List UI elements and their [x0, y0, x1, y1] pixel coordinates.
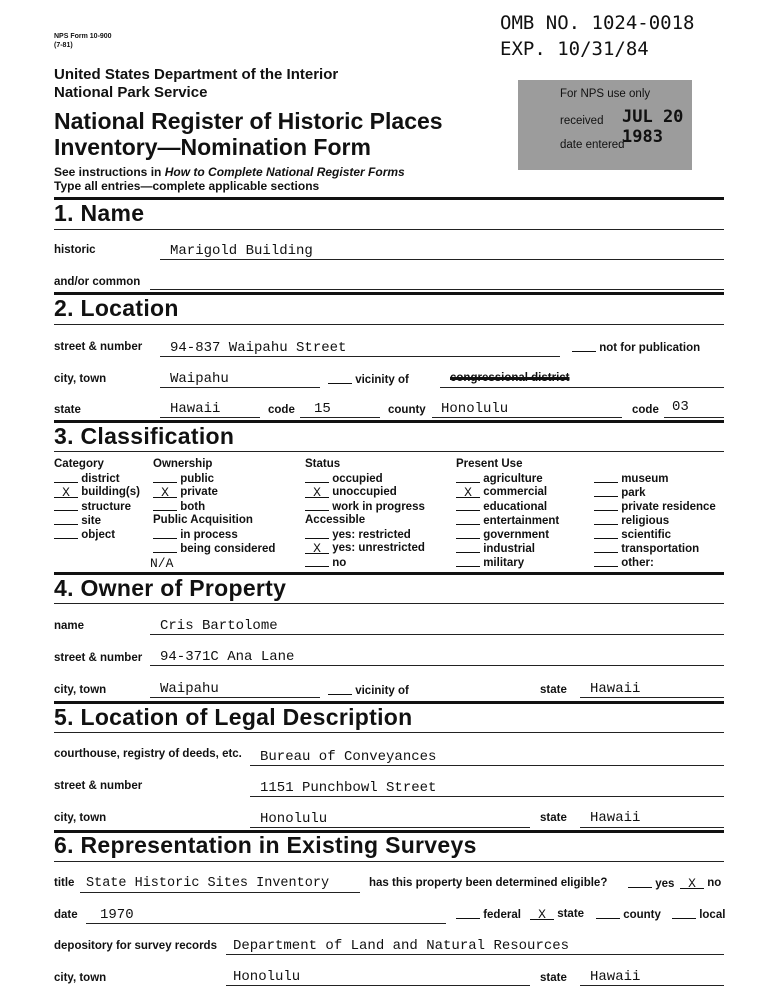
present-use-option[interactable] — [594, 486, 646, 499]
present-use-checkbox[interactable] — [594, 500, 618, 511]
category-checkbox[interactable] — [54, 528, 78, 539]
instructions-reference: How to Complete National Register Forms — [164, 165, 405, 179]
common-name-line — [150, 289, 724, 290]
section-4-subrule — [54, 603, 724, 604]
legal-city-line — [250, 827, 530, 828]
present-use-option[interactable] — [456, 528, 549, 541]
category-option-label: structure — [81, 501, 132, 513]
ownership-option-label: both — [180, 501, 206, 513]
eligible-question: has this property been determined eligible? — [369, 877, 608, 889]
present-use-option[interactable] — [594, 500, 716, 513]
legal-street-line — [250, 796, 724, 797]
owner-street-label: street & number — [54, 652, 143, 664]
legal-city-field[interactable]: Honolulu — [260, 811, 328, 827]
category-heading: Category — [54, 458, 104, 470]
depository-label: depository for survey records — [54, 940, 217, 952]
ownership-option-label: public — [180, 473, 215, 485]
survey-state-line — [580, 985, 724, 986]
state-level-option[interactable] — [530, 908, 584, 920]
owner-city-label: city, town — [54, 684, 107, 696]
survey-title-label: title — [54, 877, 75, 889]
survey-state-field[interactable]: Hawaii — [590, 969, 641, 985]
present-use-checkbox[interactable] — [456, 500, 480, 511]
state-field[interactable]: Hawaii — [170, 401, 221, 417]
status-option[interactable] — [305, 486, 397, 498]
survey-date-field[interactable]: 1970 — [100, 907, 134, 923]
present-use-option[interactable] — [456, 556, 524, 569]
survey-date-line — [86, 923, 446, 924]
present-use-heading: Present Use — [456, 458, 523, 470]
present-use-checkbox[interactable] — [456, 542, 480, 553]
owner-city-line — [150, 697, 320, 698]
survey-city-label: city, town — [54, 972, 107, 984]
county-level-label: county — [623, 909, 661, 921]
owner-state-line — [580, 697, 724, 698]
category-checkbox[interactable] — [54, 500, 78, 511]
section-5-subrule — [54, 732, 724, 733]
state-code-field[interactable]: 15 — [314, 401, 331, 417]
present-use-checkbox[interactable] — [594, 542, 618, 553]
survey-title-field[interactable]: State Historic Sites Inventory — [86, 876, 330, 891]
omb-number: OMB NO. 1024-0018 — [500, 12, 695, 34]
accessible-heading: Accessible — [305, 514, 366, 526]
state-code-label: code — [268, 404, 295, 416]
present-use-checkbox[interactable] — [456, 514, 480, 525]
present-use-checkbox[interactable]: X — [456, 487, 480, 498]
present-use-label: military — [483, 557, 525, 569]
present-use-label: government — [483, 529, 550, 541]
present-use-checkbox[interactable] — [456, 472, 480, 483]
owner-street-field[interactable]: 94-371C Ana Lane — [160, 649, 295, 665]
category-option-label: district — [81, 473, 120, 485]
legal-state-label: state — [540, 812, 567, 824]
nps-use-only-box — [518, 80, 692, 170]
present-use-label: museum — [621, 473, 669, 485]
ownership-heading: Ownership — [153, 458, 213, 470]
not-for-publication-label: not for publication — [599, 342, 701, 354]
historic-label: historic — [54, 244, 96, 256]
category-option-label: object — [81, 529, 116, 541]
section-1-heading: 1. Name — [54, 200, 145, 226]
category-checkbox[interactable]: X — [54, 487, 78, 498]
status-checkbox[interactable] — [305, 500, 329, 511]
category-option[interactable] — [54, 500, 131, 513]
present-use-option[interactable] — [456, 514, 559, 527]
instructions-line2: Type all entries—complete applicable sections — [54, 179, 320, 193]
instructions-prefix: See instructions in — [54, 165, 165, 179]
vicinity-checkbox[interactable] — [328, 373, 352, 384]
nps-use-only-label: For NPS use only — [560, 88, 651, 100]
accessible-option[interactable] — [305, 542, 425, 554]
city-town-field[interactable]: Waipahu — [170, 371, 229, 387]
local-level-option[interactable] — [672, 908, 725, 921]
service-name: National Park Service — [54, 84, 208, 101]
vicinity-label: vicinity of — [355, 374, 409, 386]
public-acquisition-heading: Public Acquisition — [153, 514, 253, 526]
accessible-option-label: yes: unrestricted — [332, 542, 425, 554]
present-use-option[interactable] — [594, 528, 671, 541]
present-use-checkbox[interactable] — [594, 556, 618, 567]
section-6-subrule — [54, 861, 724, 862]
section-2-heading: 2. Location — [54, 295, 179, 321]
present-use-label: educational — [483, 501, 548, 513]
instructions-line1 — [54, 165, 405, 179]
vicinity-option[interactable] — [328, 373, 409, 386]
form-revision: (7-81) — [54, 42, 73, 49]
present-use-label: scientific — [621, 529, 672, 541]
form-title-line2: Inventory—Nomination Form — [54, 134, 371, 160]
congressional-district-line — [440, 387, 724, 388]
local-level-label: local — [699, 909, 726, 921]
category-checkbox[interactable] — [54, 472, 78, 483]
ownership-option[interactable] — [153, 486, 218, 498]
legal-state-field[interactable]: Hawaii — [590, 810, 641, 826]
acquisition-option-label: in process — [180, 529, 238, 541]
ownership-checkbox[interactable] — [153, 500, 177, 511]
ownership-checkbox[interactable] — [153, 472, 177, 483]
present-use-checkbox[interactable] — [594, 472, 618, 483]
county-line — [432, 417, 622, 418]
present-use-option[interactable] — [594, 514, 669, 527]
city-town-label: city, town — [54, 373, 107, 385]
state-line — [160, 417, 260, 418]
legal-city-label: city, town — [54, 812, 107, 824]
courthouse-label: courthouse, registry of deeds, etc. — [54, 748, 242, 760]
depository-line — [226, 954, 724, 955]
category-option-label: site — [81, 515, 102, 527]
present-use-label: park — [621, 487, 646, 499]
county-code-line — [664, 417, 724, 418]
owner-state-label: state — [540, 684, 567, 696]
section-3-subrule — [54, 451, 724, 452]
street-number-field[interactable]: 94-837 Waipahu Street — [170, 340, 347, 356]
status-option-label: unoccupied — [332, 486, 397, 498]
street-number-label: street & number — [54, 341, 143, 353]
accessible-option[interactable] — [305, 528, 411, 541]
accessible-checkbox[interactable]: X — [305, 543, 329, 554]
state-code-line — [300, 417, 380, 418]
federal-option[interactable] — [456, 908, 521, 921]
section-5-heading: 5. Location of Legal Description — [54, 704, 413, 730]
present-use-option[interactable] — [594, 472, 669, 485]
historic-name-field[interactable]: Marigold Building — [170, 243, 313, 259]
date-entered-label: date entered — [560, 139, 625, 151]
present-use-option[interactable] — [456, 500, 547, 513]
acquisition-checkbox[interactable] — [153, 528, 177, 539]
legal-street-label: street & number — [54, 780, 143, 792]
accessible-option[interactable] — [305, 556, 346, 569]
county-field[interactable]: Honolulu — [441, 401, 509, 417]
owner-vicinity-label: vicinity of — [355, 685, 409, 697]
historic-name-line — [160, 259, 724, 260]
category-checkbox[interactable] — [54, 514, 78, 525]
present-use-option[interactable] — [594, 542, 699, 555]
city-town-line — [160, 387, 320, 388]
state-level-checkbox[interactable]: X — [530, 909, 554, 920]
owner-vicinity-checkbox[interactable] — [328, 684, 352, 695]
present-use-option[interactable] — [594, 556, 654, 569]
survey-state-label: state — [540, 972, 567, 984]
not-for-publication-option[interactable] — [572, 341, 700, 354]
ownership-option[interactable] — [153, 472, 214, 485]
present-use-option[interactable] — [456, 472, 543, 485]
federal-label: federal — [483, 909, 521, 921]
present-use-label: industrial — [483, 543, 535, 555]
section-1-rule — [54, 197, 724, 200]
owner-name-field[interactable]: Cris Bartolome — [160, 618, 278, 634]
present-use-option[interactable] — [456, 542, 535, 555]
acquisition-checkbox[interactable] — [153, 542, 177, 553]
present-use-checkbox[interactable] — [594, 486, 618, 497]
accessible-option-label: no — [332, 557, 347, 569]
congressional-district-struck: congressional district — [450, 372, 570, 384]
county-label: county — [388, 404, 426, 416]
county-code-field[interactable]: 03 — [672, 399, 689, 415]
section-3-heading: 3. Classification — [54, 423, 235, 449]
survey-date-label: date — [54, 909, 78, 921]
category-option[interactable] — [54, 528, 115, 541]
owner-state-field[interactable]: Hawaii — [590, 681, 641, 697]
local-level-checkbox[interactable] — [672, 908, 696, 919]
county-level-checkbox[interactable] — [596, 908, 620, 919]
accessible-option-label: yes: restricted — [332, 529, 411, 541]
present-use-option[interactable] — [456, 486, 547, 498]
present-use-checkbox[interactable] — [456, 528, 480, 539]
depository-field[interactable]: Department of Land and Natural Resources — [233, 938, 570, 954]
courthouse-line — [250, 765, 724, 766]
eligible-no-label: no — [707, 877, 722, 889]
eligible-yes-checkbox[interactable] — [628, 877, 652, 888]
section-4-heading: 4. Owner of Property — [54, 575, 287, 601]
courthouse-field[interactable]: Bureau of Conveyances — [260, 749, 437, 765]
owner-city-field[interactable]: Waipahu — [160, 681, 219, 697]
county-code-label: code — [632, 404, 659, 416]
survey-city-line — [226, 985, 530, 986]
accessible-checkbox[interactable] — [305, 528, 329, 539]
present-use-checkbox[interactable] — [594, 528, 618, 539]
eligible-no-option[interactable] — [680, 877, 721, 889]
present-use-checkbox[interactable] — [594, 514, 618, 525]
state-label: state — [54, 404, 81, 416]
expiration-date: EXP. 10/31/84 — [500, 38, 649, 60]
owner-name-line — [150, 634, 724, 635]
acquisition-note: N/A — [150, 556, 174, 571]
received-label: received — [560, 115, 604, 127]
ownership-option[interactable] — [153, 500, 205, 513]
owner-name-label: name — [54, 620, 85, 632]
accessible-checkbox[interactable] — [305, 556, 329, 567]
present-use-label: transportation — [621, 543, 700, 555]
present-use-label: agriculture — [483, 473, 543, 485]
category-option[interactable] — [54, 514, 101, 527]
category-option-label: building(s) — [81, 486, 140, 498]
category-option[interactable] — [54, 486, 140, 498]
status-option[interactable] — [305, 472, 383, 485]
acquisition-option[interactable] — [153, 528, 238, 541]
present-use-label: religious — [621, 515, 670, 527]
eligible-yes-label: yes — [655, 878, 675, 890]
status-heading: Status — [305, 458, 341, 470]
section-2-subrule — [54, 324, 724, 325]
common-name-label: and/or common — [54, 276, 141, 288]
form-number: NPS Form 10-900 — [54, 33, 112, 40]
owner-street-line — [150, 665, 724, 666]
present-use-checkbox[interactable] — [456, 556, 480, 567]
status-option-label: occupied — [332, 473, 383, 485]
present-use-label: private residence — [621, 501, 716, 513]
owner-vicinity-option[interactable] — [328, 684, 409, 697]
acquisition-option-label: being considered — [180, 543, 276, 555]
status-option[interactable] — [305, 500, 425, 513]
acquisition-option[interactable] — [153, 542, 275, 555]
section-1-subrule — [54, 229, 724, 230]
present-use-label: commercial — [483, 486, 548, 498]
federal-checkbox[interactable] — [456, 908, 480, 919]
ownership-option-label: private — [180, 486, 218, 498]
state-level-label: state — [557, 908, 585, 920]
survey-title-line — [80, 892, 360, 893]
category-option[interactable] — [54, 472, 120, 485]
eligible-yes-option[interactable] — [628, 877, 674, 890]
ownership-checkbox[interactable]: X — [153, 487, 177, 498]
eligible-no-checkbox[interactable]: X — [680, 878, 704, 889]
not-for-publication-checkbox[interactable] — [572, 341, 596, 352]
status-option-label: work in progress — [332, 501, 425, 513]
received-stamp-date: JUL 20 1983 — [622, 107, 684, 147]
status-checkbox[interactable] — [305, 472, 329, 483]
survey-city-field[interactable]: Honolulu — [233, 969, 301, 985]
status-checkbox[interactable]: X — [305, 487, 329, 498]
present-use-label: entertainment — [483, 515, 560, 527]
form-title-line1: National Register of Historic Places — [54, 108, 443, 134]
present-use-label: other: — [621, 557, 654, 569]
legal-street-field[interactable]: 1151 Punchbowl Street — [260, 780, 437, 796]
street-number-line — [160, 356, 560, 357]
section-6-heading: 6. Representation in Existing Surveys — [54, 832, 477, 858]
legal-state-line — [580, 827, 724, 828]
department-name: United States Department of the Interior — [54, 66, 339, 83]
county-level-option[interactable] — [596, 908, 661, 921]
